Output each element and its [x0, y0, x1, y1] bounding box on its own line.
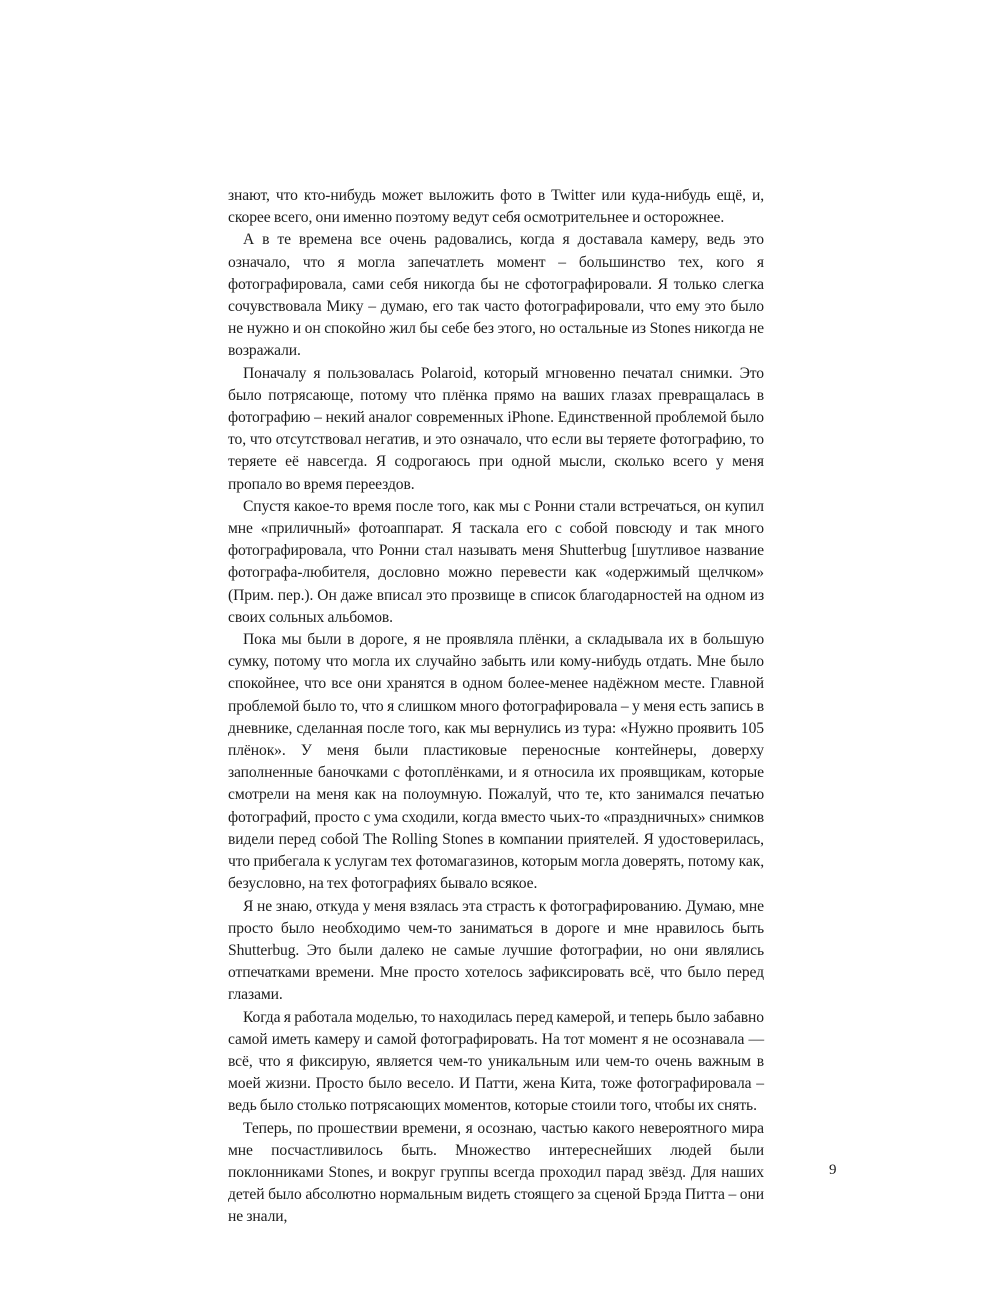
paragraph-5: Пока мы были в дороге, я не проявляла плёнки, а складывала их в большую сумку, потому что могла их случайно забыть или кому-нибудь отдать. Мне было спокойнее, что все они хранятся в одном более-менее надёжном месте. Главной проблемой было то, что я слишком много фотографировала – у меня есть запись в дневнике, сделанная после того, как мы вернулись из тура: «Нужно проявить 105 плёнок». У меня были пластиковые переносные контейнеры, доверху заполненные баночками с фотоплёнками, и я относила их проявщикам, которые смотрели на меня как на полоумную. Пожалуй, что те, кто занимался печатью фотографий, просто с ума сходили, когда вместо чьих-то «праздничных» снимков видели перед собой The Rolling Stones в компании приятелей. Я удостоверилась, что прибегала к услугам тех фотомагазинов, которым могла доверять, потому как, безусловно, на тех фотографиях бывало всякое.: [228, 631, 764, 893]
paragraph-6: Я не знаю, откуда у меня взялась эта страсть к фотографированию. Думаю, мне просто было необходимо чем-то заниматься в дороге и мне нравилось быть Shutterbug. Это были далеко не самые лучшие фотографии, но они являлись отпечатками времени. Мне просто хотелось зафиксировать всё, что было перед глазами.: [228, 897, 764, 1004]
page-number: 9: [829, 1162, 837, 1178]
paragraph-2: А в те времена все очень радовались, когда я доставала камеру, ведь это означало, что я могла запечатлеть момент – большинство тех, кого я фотографировала, сами себя никогда бы не сфотографировали. Я только слегка сочувствовала Мику – думаю, его так часто фотографировали, что ему это было не нужно и он спокойно жил бы себе без этого, но остальные из Stones никогда не возражали.: [228, 231, 764, 360]
paragraph-1: знают, что кто-нибудь может выложить фото в Twitter или куда-нибудь ещё, и, скорее всего, они именно поэтому ведут себя осмотрительнее и осторожнее.: [228, 187, 764, 227]
body-text: [228, 185, 764, 1229]
paragraph-3: Поначалу я пользовалась Polaroid, который мгновенно печатал снимки. Это было потрясающе, потому что плёнка прямо на ваших глазах превращалась в фотографию – некий аналог современных iPhone. Единственной проблемой было то, что отсутствовал негатив, и это означало, что если вы теряете фотографию, то теряете её навсегда. Я содрогаюсь при одной мысли, сколько всего у меня пропало во время переездов.: [228, 364, 764, 493]
paragraph-8: Теперь, по прошествии времени, я осознаю, частью какого невероятного мира мне посчастливилось быть. Множество интереснейших людей были поклонниками Stones, и вокруг группы всегда проходил парад звёзд. Для наших детей было абсолютно нормальным видеть стоящего за сценой Брэда Питта – они не знали,: [228, 1119, 764, 1226]
paragraph-4: Спустя какое-то время после того, как мы с Ронни стали встречаться, он купил мне «приличный» фотоаппарат. Я таскала его с собой повсюду и так много фотографировала, что Ронни стал называть меня Shutterbug [шутливое название фотографа-любителя, дословно можно перевести как «одержимый щелчком» (Прим. пер.). Он даже вписал это прозвище в список благодарностей на одном из своих сольных альбомов.: [228, 497, 764, 626]
paragraph-7: Когда я работала моделью, то находилась перед камерой, и теперь было забавно самой иметь камеру и самой фотографировать. На тот момент я не осознавала — всё, что я фиксирую, является чем-то уникальным или чем-то очень важным в моей жизни. Просто было весело. И Патти, жена Кита, тоже фотографировала – ведь было столько потрясающих моментов, которые стоили того, чтобы их снять.: [228, 1008, 764, 1115]
